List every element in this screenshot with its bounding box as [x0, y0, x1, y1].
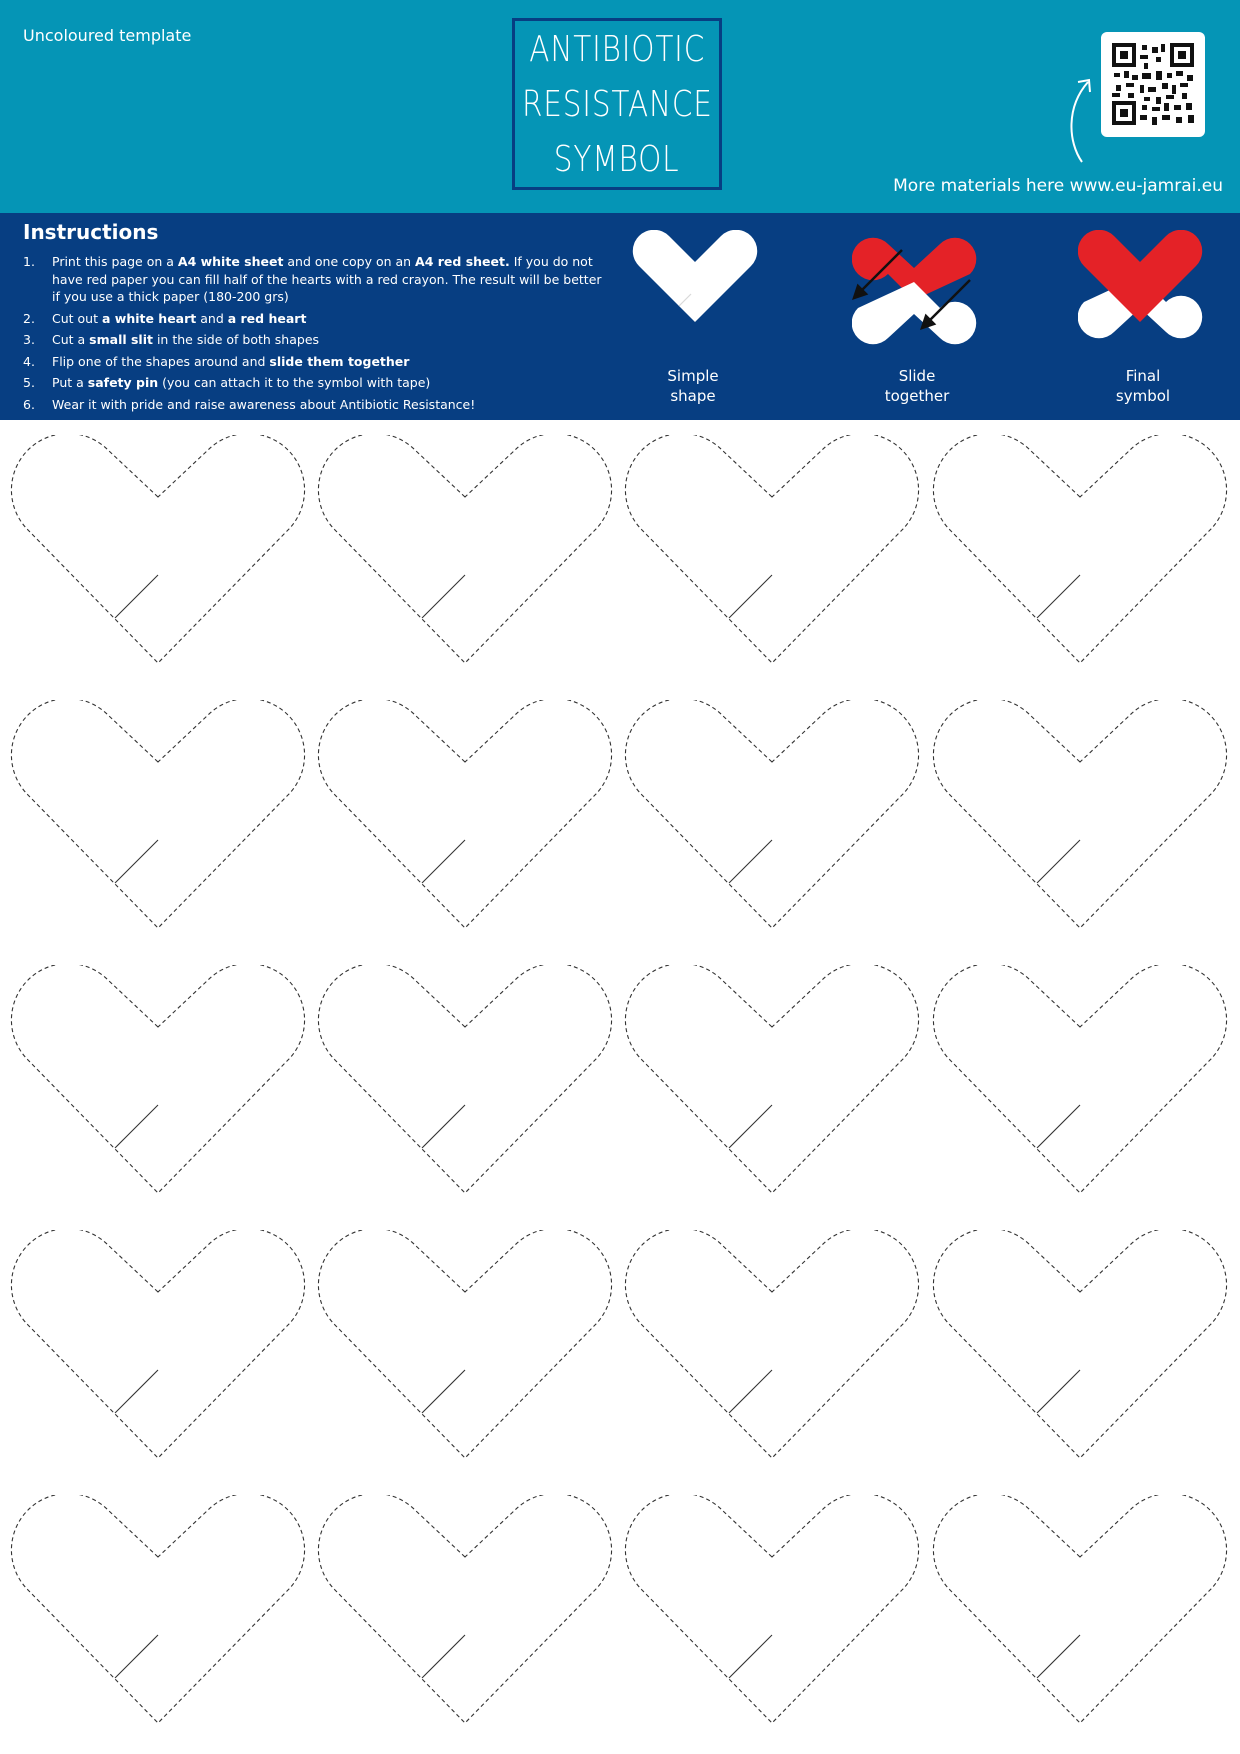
heart-template [315, 1230, 615, 1470]
instruction-step [23, 374, 613, 392]
heart-cut-line [933, 1230, 1226, 1458]
instruction-step [23, 310, 613, 328]
heart-cut-line [11, 1495, 304, 1723]
heart-cut-line [11, 435, 304, 663]
heart-cut-line [11, 965, 304, 1193]
simple-heart-shape [633, 230, 757, 322]
step-number: 5. [23, 375, 35, 390]
slit-line [1037, 840, 1080, 883]
curved-arrow-icon [1060, 72, 1100, 167]
step-text: and one copy on an [283, 254, 416, 269]
template-subtitle: Uncoloured template [23, 26, 192, 45]
instructions-band [0, 213, 1240, 420]
step-emphasis: a red heart [227, 310, 307, 326]
title-line-2: RESISTANCE [521, 83, 713, 125]
slit-line [422, 1370, 465, 1413]
step-text: Print this page on a [52, 254, 178, 269]
slit-line [115, 1105, 158, 1148]
slit-line [422, 1105, 465, 1148]
slit-line [115, 1370, 158, 1413]
slit-line [729, 1105, 772, 1148]
heart-cut-line [318, 435, 611, 663]
step-text: Wear it with pride and raise awareness about Antibiotic Resistance! [52, 396, 476, 412]
step-number: 6. [23, 396, 35, 412]
step-text: Put a [52, 375, 88, 390]
slit-line [115, 1635, 158, 1678]
step-emphasis: slide them together [269, 353, 410, 369]
step-text: in the side of both shapes [152, 332, 320, 347]
step-text: and [196, 310, 228, 326]
final-symbol-figure [1078, 230, 1208, 360]
heart-template [315, 1495, 615, 1735]
heart-template [622, 1495, 922, 1735]
slit-line [422, 575, 465, 618]
step-number: 1. [23, 254, 35, 269]
slit-line [729, 1370, 772, 1413]
instruction-step [23, 331, 613, 349]
heart-template [930, 435, 1230, 675]
step-text: If you do not have red paper you can fill half of the hearts with a red crayon. The result will be better if you use a thick paper (180-200 grs) [52, 254, 602, 304]
heart-template [8, 1495, 308, 1735]
heart-cut-line [625, 700, 918, 928]
heart-cut-line [625, 1495, 918, 1723]
heart-template [315, 965, 615, 1205]
slit-line [1037, 1370, 1080, 1413]
heart-template [315, 435, 615, 675]
heart-template [8, 435, 308, 675]
slit-line [729, 575, 772, 618]
heart-template [930, 700, 1230, 940]
heart-template-grid [0, 420, 1240, 1754]
step-number: 2. [23, 310, 35, 326]
heart-template [930, 1495, 1230, 1735]
heart-cut-line [933, 700, 1226, 928]
heart-cut-line [625, 965, 918, 1193]
figure-label-final: Final symbol [1115, 367, 1171, 405]
heart-template [930, 1230, 1230, 1470]
step-number: 3. [23, 332, 35, 347]
title-line-1: ANTIBIOTIC [529, 28, 705, 70]
heart-template [8, 1230, 308, 1470]
slide-together-figure [852, 230, 982, 360]
step-text: Cut a [52, 332, 90, 347]
heart-cut-line [11, 700, 304, 928]
slit-line [1037, 575, 1080, 618]
slit-line [115, 840, 158, 883]
heart-template [8, 965, 308, 1205]
heart-cut-line [318, 965, 611, 1193]
heart-cut-line [625, 1230, 918, 1458]
materials-link[interactable]: More materials here www.eu-jamrai.eu [893, 176, 1223, 196]
heart-template [315, 700, 615, 940]
heart-cut-line [318, 1495, 611, 1723]
heart-template [930, 965, 1230, 1205]
step-text: Flip one of the shapes around and [52, 353, 270, 369]
instruction-step [23, 253, 613, 306]
heart-cut-line [933, 1495, 1226, 1723]
step-emphasis: A4 white sheet [177, 254, 284, 269]
slit-line [422, 840, 465, 883]
title-line-3: SYMBOL [554, 138, 680, 180]
qr-code[interactable] [1101, 32, 1205, 137]
slit-line [729, 840, 772, 883]
heart-template [622, 435, 922, 675]
heart-cut-line [318, 700, 611, 928]
simple-shape-figure [630, 230, 760, 360]
qr-code-icon [1112, 43, 1194, 125]
heart-cut-line [318, 1230, 611, 1458]
instructions-title: Instructions [23, 220, 159, 244]
step-emphasis: a white heart [101, 310, 197, 326]
slit-line [1037, 1635, 1080, 1678]
step-emphasis: A4 red sheet. [415, 254, 510, 269]
step-emphasis: safety pin [87, 375, 159, 390]
step-emphasis: small slit [89, 332, 153, 347]
heart-cut-line [625, 435, 918, 663]
step-text: (you can attach it to the symbol with tape) [158, 375, 431, 390]
step-number: 4. [23, 353, 35, 369]
slit-line [422, 1635, 465, 1678]
figure-label-simple: Simple shape [667, 367, 719, 405]
instruction-step [23, 353, 613, 371]
slit-line [1037, 1105, 1080, 1148]
header [0, 0, 1240, 213]
slit-line [115, 575, 158, 618]
step-text: Cut out [52, 310, 102, 326]
heart-template [8, 700, 308, 940]
heart-cut-line [11, 1230, 304, 1458]
instructions-list [23, 253, 613, 417]
heart-template [622, 1230, 922, 1470]
figure-label-slide: Slide together [884, 367, 950, 405]
title-box [512, 18, 722, 190]
heart-cut-line [933, 965, 1226, 1193]
heart-cut-line [933, 435, 1226, 663]
heart-template [622, 965, 922, 1205]
slit-line [729, 1635, 772, 1678]
instruction-step [23, 396, 613, 414]
heart-template [622, 700, 922, 940]
